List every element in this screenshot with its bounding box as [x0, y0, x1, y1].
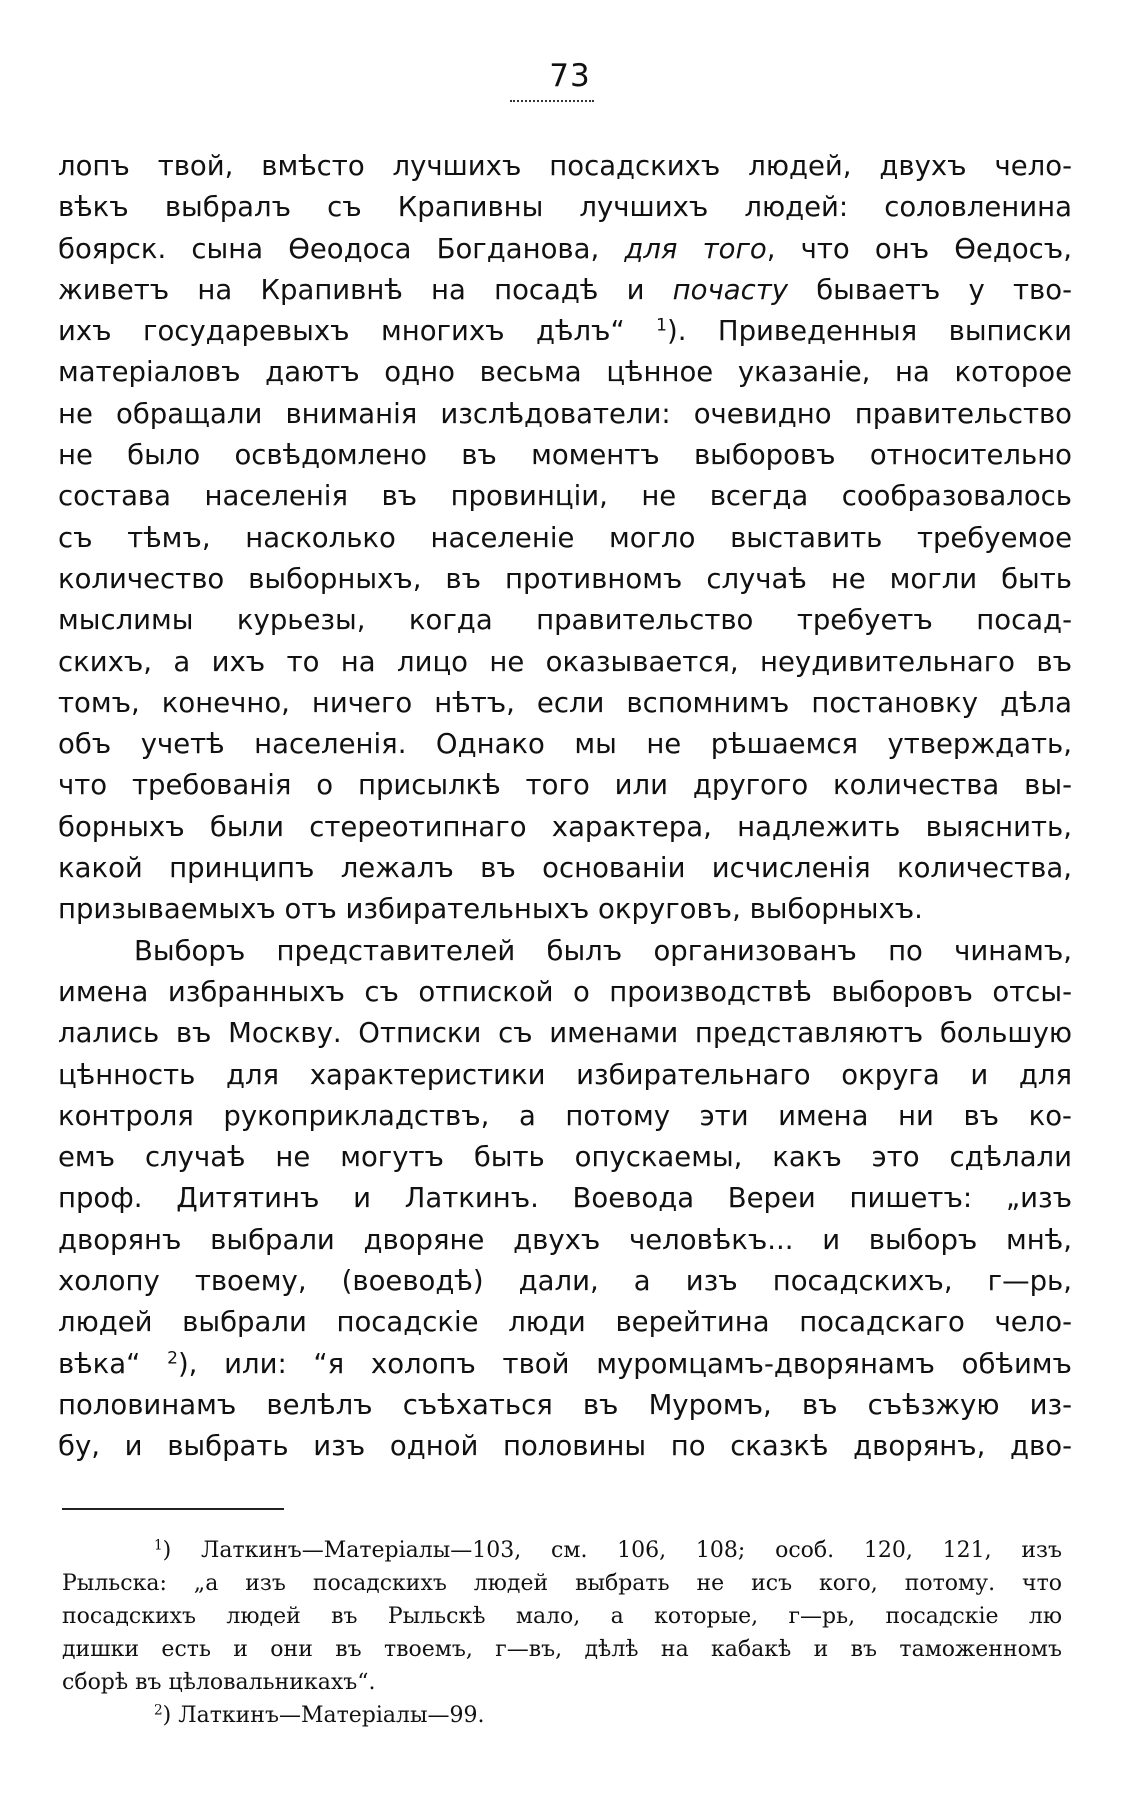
text-segment: боярск. сына Ѳеодоса Богданова, [58, 232, 625, 265]
page-number: 73 [549, 58, 591, 94]
text-line [58, 229, 1072, 270]
text-line: цѣнность для характеристики избирательнаго округа и для [58, 1058, 1072, 1091]
text-line: не обращали вниманія изслѣдователи: очевидно правительство [58, 397, 1072, 430]
footnote-reference: 2 [167, 1348, 178, 1369]
footnote-reference: 1 [656, 315, 667, 336]
text-segment: живетъ на Крапивнѣ на посадѣ и [58, 273, 673, 306]
text-line [58, 311, 1072, 352]
text-line: дворянъ выбрали дворяне двухъ человѣкъ... и выборъ мнѣ, [58, 1223, 1072, 1256]
text-line: мыслимы курьезы, когда правительство требуетъ посад- [58, 604, 1072, 637]
text-line: объ учетѣ населенія. Однако мы не рѣшаемся утверждать, [58, 728, 1072, 761]
footnote-marker: 2 [154, 1702, 163, 1719]
text-line: проф. Дитятинъ и Латкинъ. Воевода Вереи пишетъ: „изъ [58, 1182, 1072, 1215]
footnote-line: Рыльска: „а изъ посадскихъ людей выбрать не исъ кого, потому. что [62, 1571, 1062, 1596]
text-line: половинамъ велѣлъ съѣхаться въ Муромъ, въ съѣзжую из- [58, 1388, 1072, 1421]
text-line: лались въ Москву. Отписки съ именами представляютъ большую [58, 1017, 1072, 1050]
text-line: вѣкъ выбралъ съ Крапивны лучшихъ людей: соловленина [58, 191, 1072, 224]
text-line: имена избранныхъ съ отпиской о производствѣ выборовъ отсы- [58, 975, 1072, 1008]
text-line: призываемыхъ отъ избирательныхъ округовъ, выборныхъ. [58, 893, 923, 926]
text-line: матеріаловъ даютъ одно весьма цѣнное указаніе, на которое [58, 356, 1072, 389]
text-line: людей выбрали посадскіе люди верейтина посадскаго чело- [58, 1306, 1072, 1339]
text-line: холопу твоему, (воеводѣ) дали, а изъ посадскихъ, г—рь, [58, 1265, 1072, 1298]
text-line: емъ случаѣ не могутъ быть опускаемы, какъ это сдѣлали [58, 1141, 1072, 1174]
footnote-text: ) Латкинъ—Матеріалы—103, см. 106, 108; особ. 120, 121, изъ [162, 1538, 1062, 1563]
footnote-line: дишки есть и они въ твоемъ, г—въ, дѣлѣ на кабакѣ и въ таможенномъ [62, 1637, 1062, 1662]
text-line: контроля рукоприкладствъ, а потому эти имена ни въ ко- [58, 1099, 1072, 1132]
text-line: борныхъ были стереотипнаго характера, надлежить выяснить, [58, 810, 1072, 843]
text-segment: бываетъ у тво- [788, 273, 1072, 306]
footnote-marker: 1 [154, 1537, 163, 1554]
text-line: лопъ твой, вмѣсто лучшихъ посадскихъ людей, двухъ чело- [58, 150, 1072, 182]
paragraph-first-line: Выборъ представителей былъ организованъ по чинамъ, [134, 934, 1072, 967]
text-line [58, 270, 1072, 311]
text-line: количество выборныхъ, въ противномъ случаѣ не могли быть [58, 562, 1072, 595]
text-segment: вѣка“ [58, 1347, 168, 1380]
text-segment: , что онъ Ѳедосъ, [766, 232, 1072, 265]
text-line: какой принципъ лежалъ въ основаніи исчисленія количества, [58, 852, 1072, 885]
italic-phrase: для того [624, 232, 767, 265]
text-line [58, 1344, 1072, 1385]
text-segment: ). Приведенныя выписки [667, 315, 1072, 348]
footnote-line: посадскихъ людей въ Рыльскѣ мало, а которые, г—рь, посадскіе лю [62, 1604, 1062, 1629]
footnote-separator [62, 1508, 284, 1510]
text-segment: ), или: “я холопъ твой муромцамъ-дворянамъ обѣимъ [177, 1347, 1072, 1380]
text-line: что требованія о присылкѣ того или другого количества вы- [58, 769, 1072, 802]
text-line: съ тѣмъ, насколько населеніе могло выставить требуемое [58, 521, 1072, 554]
text-line: состава населенія въ провинціи, не всегда сообразовалось [58, 480, 1072, 513]
footnote-1 [62, 1534, 1062, 1567]
body-text [58, 146, 1072, 1468]
footnote-line: сборѣ въ цѣловальникахъ“. [62, 1670, 376, 1695]
page-number-underline [510, 100, 594, 102]
text-segment: ихъ государевыхъ многихъ дѣлъ“ [58, 315, 657, 348]
italic-phrase: почасту [672, 273, 788, 306]
text-line: скихъ, а ихъ то на лицо не оказывается, неудивительнаго въ [58, 645, 1072, 678]
footnote-text: ) Латкинъ—Матеріалы—99. [162, 1703, 485, 1728]
text-line: бу, и выбрать изъ одной половины по сказкѣ дворянъ, дво- [58, 1430, 1072, 1463]
text-line: томъ, конечно, ничего нѣтъ, если вспомнимъ постановку дѣла [58, 686, 1072, 719]
text-line: не было освѣдомлено въ моментъ выборовъ относительно [58, 439, 1072, 472]
footnote-2 [62, 1699, 1062, 1732]
footnotes [62, 1534, 1062, 1732]
